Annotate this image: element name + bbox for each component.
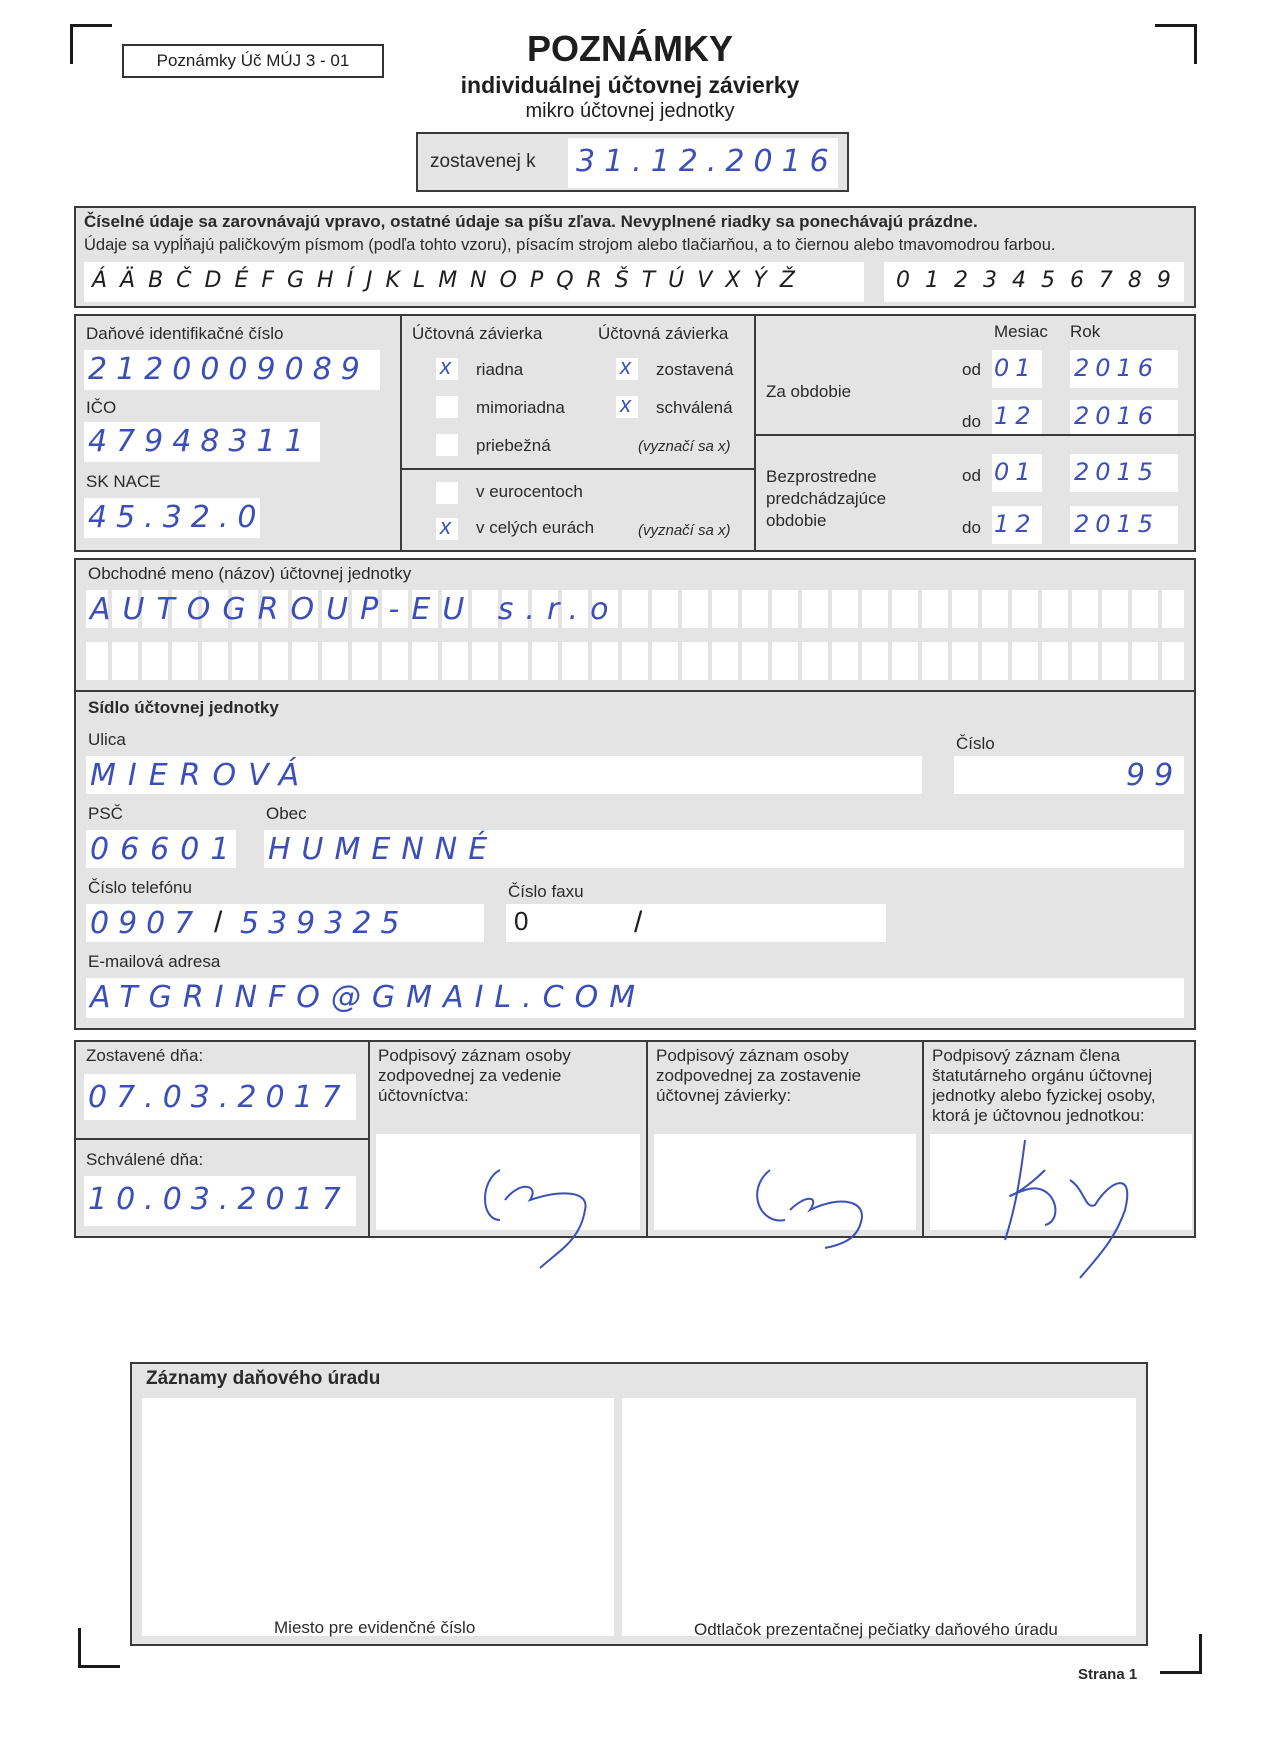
option-interim: priebežná (476, 436, 551, 455)
letter-cell (296, 642, 322, 680)
psc-value: 06601 (90, 832, 241, 867)
letter-cell (266, 642, 292, 680)
option-regular: riadna (476, 360, 524, 379)
phone-slash: / (214, 906, 223, 939)
fax-prefix: 0 (514, 906, 529, 936)
instructions-box (74, 206, 1196, 308)
letter-cell (1076, 590, 1102, 628)
letter-cell (986, 642, 1012, 680)
option-compiled: zostavená (656, 360, 734, 379)
letter-cell (146, 642, 172, 680)
letter-cell (626, 590, 652, 628)
ico-label: IČO (86, 398, 117, 417)
current-period-label: Za obdobie (766, 382, 852, 401)
evidence-number-area[interactable] (142, 1398, 614, 1636)
mark-approved: x (620, 392, 631, 417)
page-subtitle-2: mikro účtovnej jednotky (525, 100, 735, 122)
letter-cell (326, 642, 352, 680)
sample-digits: 0 1 2 3 4 5 6 7 8 9 (896, 268, 1175, 293)
letter-cell (1016, 642, 1042, 680)
current-to-month: 12 (994, 402, 1037, 430)
letter-cell (686, 590, 712, 628)
current-from-year: 2016 (1074, 354, 1160, 382)
letter-cell (536, 642, 562, 680)
letter-cell (986, 590, 1012, 628)
letter-cell (206, 642, 232, 680)
divider (646, 1042, 648, 1236)
company-name-cells-row-2[interactable] (86, 642, 1184, 680)
compiled-on-label: Zostavené dňa: (86, 1046, 204, 1065)
previous-period-label: Bezprostredne predchádzajúce obdobie (766, 467, 887, 530)
city-label: Obec (266, 804, 307, 823)
page-number: Strana 1 (1078, 1666, 1138, 1683)
previous-from-year: 2015 (1074, 458, 1160, 486)
letter-cell (1106, 642, 1132, 680)
year-label: Rok (1070, 322, 1101, 341)
letter-cell (716, 642, 742, 680)
signature-3-drawing (975, 1130, 1155, 1280)
statement-header-b: Účtovná závierka (598, 324, 729, 343)
corner-mark-bottom-left (78, 1628, 120, 1668)
seat-label: Sídlo účtovnej jednotky (88, 698, 279, 717)
sample-alphabet: Á Ä B Č D É F G H Í J K L M N O P Q R Š T Ú V X Ý Ž (92, 268, 798, 293)
letter-cell (476, 642, 502, 680)
email-value: ATGRINFO@GMAIL.COM (90, 980, 647, 1015)
stamp-area[interactable] (622, 1398, 1136, 1636)
letter-cell (686, 642, 712, 680)
number-label: Číslo (956, 734, 995, 753)
checkbox-interim[interactable] (436, 434, 458, 456)
letter-cell (176, 642, 202, 680)
stamp-caption: Odtlačok prezentačnej pečiatky daňového úradu (694, 1620, 1058, 1639)
company-name-label: Obchodné meno (názov) účtovnej jednotky (88, 564, 412, 583)
tax-office-title: Záznamy daňového úradu (146, 1368, 381, 1389)
fax-slash: / (634, 906, 643, 939)
current-to-label: do (962, 412, 981, 431)
letter-cell (506, 642, 532, 680)
mark-regular: x (440, 354, 451, 379)
page-title: POZNÁMKY (527, 28, 733, 69)
instructions-line-1: Číselné údaje sa zarovnávajú vpravo, ostatné údaje sa píšu zľava. Nevyplnené riadky sa ponechávajú prázdne. (84, 212, 978, 231)
divider (756, 434, 1194, 436)
email-label: E-mailová adresa (88, 952, 221, 971)
option-eurocent: v eurocentoch (476, 482, 583, 501)
letter-cell (116, 642, 142, 680)
letter-cell (956, 642, 982, 680)
phone-label: Číslo telefónu (88, 878, 192, 897)
divider (368, 1042, 370, 1236)
divider (754, 316, 756, 550)
divider (76, 690, 1194, 692)
city-value: HUMENNÉ (268, 832, 499, 867)
previous-from-label: od (962, 466, 981, 485)
signature-2-drawing (740, 1140, 900, 1250)
option-extraordinary: mimoriadna (476, 398, 565, 417)
divider (400, 316, 402, 550)
previous-to-year: 2015 (1074, 510, 1160, 538)
month-label: Mesiac (994, 322, 1048, 341)
letter-cell (1016, 590, 1042, 628)
letter-cell (866, 590, 892, 628)
option-whole-euro: v celých eurách (476, 518, 595, 537)
mark-compiled: x (620, 354, 631, 379)
street-label: Ulica (88, 730, 126, 749)
letter-cell (1136, 590, 1162, 628)
letter-cell (1076, 642, 1102, 680)
tax-office-block (130, 1362, 1148, 1646)
letter-cell (836, 590, 862, 628)
compiled-date-box (416, 132, 849, 192)
letter-cell (626, 642, 652, 680)
compiled-label: zostavenej k (430, 151, 536, 172)
signature-3-label: Podpisový záznam člena štatutárneho orgánu účtovnej jednotky alebo fyzickej osoby, ktorá je účtovnou jednotkou: (932, 1046, 1156, 1125)
letter-cell (86, 642, 112, 680)
letter-cell (866, 642, 892, 680)
corner-mark-top-right (1155, 24, 1197, 64)
company-block (74, 558, 1196, 1030)
letter-cell (926, 642, 952, 680)
divider (922, 1042, 924, 1236)
compiled-date-value: 31.12.2016 (576, 144, 838, 179)
checkbox-eurocent[interactable] (436, 482, 458, 504)
nace-value: 45.32.0 (88, 500, 266, 535)
letter-cell (1136, 642, 1162, 680)
signature-1-label: Podpisový záznam osoby zodpovednej za vedenie účtovníctva: (378, 1046, 571, 1105)
corner-mark-bottom-right (1160, 1634, 1202, 1674)
letter-cell (656, 590, 682, 628)
previous-to-label: do (962, 518, 981, 537)
divider (76, 1138, 368, 1140)
letter-cell (896, 590, 922, 628)
option-approved: schválená (656, 398, 733, 417)
letter-cell (1106, 590, 1132, 628)
letter-cell (1046, 642, 1072, 680)
phone-number: 539325 (240, 906, 409, 941)
company-name-value: AUTOGROUP-EU s.r.o (90, 592, 621, 627)
signature-2-label: Podpisový záznam osoby zodpovednej za zostavenie účtovnej závierky: (656, 1046, 862, 1105)
previous-from-month: 01 (994, 458, 1037, 486)
street-value: MIEROVÁ (90, 758, 312, 793)
letter-cell (596, 642, 622, 680)
letter-cell (566, 642, 592, 680)
dic-label: Daňové identifikačné číslo (86, 324, 284, 343)
fax-label: Číslo faxu (508, 882, 584, 901)
mark-whole-euro: x (440, 514, 451, 539)
current-to-year: 2016 (1074, 402, 1160, 430)
letter-cell (836, 642, 862, 680)
dic-value: 2120009089 (88, 352, 369, 387)
signature-1-drawing (460, 1140, 620, 1270)
fax-field[interactable] (506, 904, 886, 942)
letter-cell (746, 642, 772, 680)
letter-cell (656, 642, 682, 680)
letter-cell (806, 642, 832, 680)
number-value: 99 (1126, 758, 1183, 793)
previous-to-month: 12 (994, 510, 1037, 538)
approved-on-label: Schválené dňa: (86, 1150, 204, 1169)
letter-cell (236, 642, 262, 680)
letter-cell (446, 642, 472, 680)
current-from-month: 01 (994, 354, 1037, 382)
identification-block (74, 314, 1196, 552)
letter-cell (386, 642, 412, 680)
letter-cell (716, 590, 742, 628)
checkbox-extraordinary[interactable] (436, 396, 458, 418)
letter-cell (806, 590, 832, 628)
phone-prefix: 0907 (90, 906, 203, 941)
ico-value: 47948311 (88, 424, 313, 459)
letter-cell (776, 590, 802, 628)
letter-cell (896, 642, 922, 680)
instructions-line-2: Údaje sa vypĺňajú paličkovým písmom (podľa tohto vzoru), písacím strojom alebo tlačiarňou, a to čiernou alebo tmavomodrou farbou. (84, 236, 1056, 254)
letter-cell (776, 642, 802, 680)
evidence-number-caption: Miesto pre evidenčné číslo (274, 1618, 476, 1637)
compiled-on-value: 07.03.2017 (88, 1080, 350, 1115)
mark-note-2: (vyznačí sa x) (638, 522, 731, 539)
corner-mark-top-left (70, 24, 112, 64)
nace-label: SK NACE (86, 472, 161, 491)
approved-on-value: 10.03.2017 (88, 1182, 350, 1217)
letter-cell (956, 590, 982, 628)
letter-cell (356, 642, 382, 680)
letter-cell (416, 642, 442, 680)
divider (402, 468, 754, 470)
statement-header-a: Účtovná závierka (412, 324, 543, 343)
psc-label: PSČ (88, 804, 123, 823)
current-from-label: od (962, 360, 981, 379)
page-subtitle: individuálnej účtovnej závierky (460, 72, 800, 98)
mark-note: (vyznačí sa x) (638, 438, 731, 455)
letter-cell (1046, 590, 1072, 628)
form-code-box: Poznámky Úč MÚJ 3 - 01 (122, 44, 384, 78)
letter-cell (926, 590, 952, 628)
letter-cell (746, 590, 772, 628)
